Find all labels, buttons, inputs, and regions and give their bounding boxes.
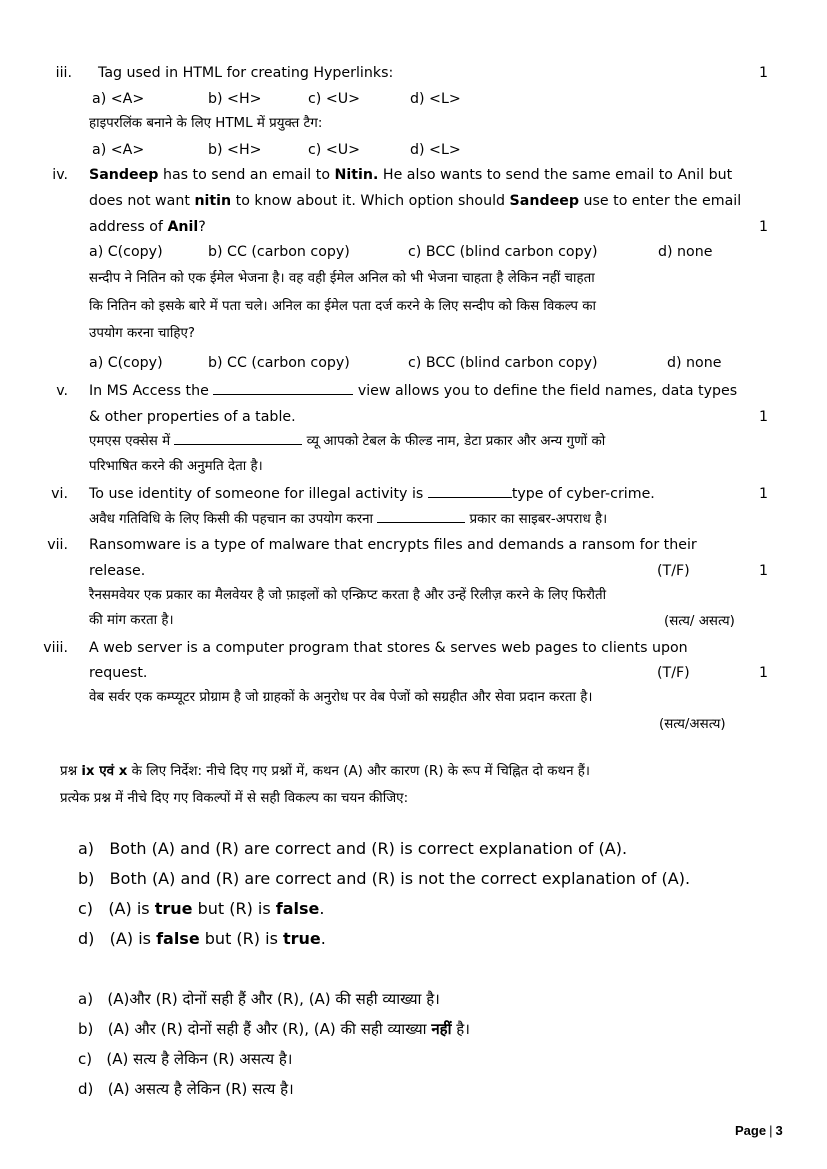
question-text-hindi-line-2: परिभाषित करने की अनुमति देता है।: [89, 459, 263, 474]
question-text-line-3: address of Anil?: [89, 219, 206, 235]
question-text-hindi-line-2: कि नितिन को इसके बारे में पता चले। अनिल का ईमेल पता दर्ज करने के लिए सन्दीप को किस विकल्प का: [89, 299, 596, 314]
ar-option-c: c) (A) is true but (R) is false.: [78, 899, 325, 918]
question-text-hindi-line-2: की मांग करता है।: [89, 613, 174, 628]
option-b: b) <H>: [208, 91, 262, 107]
option-a: a) C(copy): [89, 244, 163, 260]
question-text-line-1: Ransomware is a type of malware that encrypts files and demands a ransom for their: [89, 537, 697, 553]
option-b-hindi: b) <H>: [208, 142, 262, 158]
question-text: Tag used in HTML for creating Hyperlinks:: [98, 65, 394, 81]
question-marks: 1: [759, 65, 769, 81]
question-text-line-1: In MS Access the view allows you to define the field names, data types: [89, 383, 738, 399]
page-separator: |: [769, 1123, 773, 1138]
question-text-hindi: हाइपरलिंक बनाने के लिए HTML में प्रयुक्त टैग:: [89, 116, 323, 131]
question-text-line-2: request.: [89, 665, 148, 681]
directions-line-1: प्रश्न ix एवं x के लिए निर्देश: नीचे दिए गए प्रश्नों में, कथन (A) और कारण (R) के रूप में चिह्नित दो कथन हैं।: [60, 764, 590, 779]
question-text-hindi-line-1: सन्दीप ने नितिन को एक ईमेल भेजना है। वह वही ईमेल अनिल को भी भेजना चाहता है लेकिन नहीं चाहता: [89, 271, 595, 286]
question-text-line-1: To use identity of someone for illegal activity is type of cyber-crime.: [89, 486, 655, 502]
ar-option-c-hindi: c) (A) सत्य है लेकिन (R) असत्य है।: [78, 1050, 293, 1068]
option-c: c) <U>: [308, 91, 361, 107]
question-number: iv.: [52, 167, 68, 183]
option-a: a) <A>: [92, 91, 145, 107]
question-text-hindi-line-1: अवैध गतिविधि के लिए किसी की पहचान का उपयोग करना प्रकार का साइबर-अपराध है।: [89, 512, 608, 527]
question-number: iii.: [55, 65, 72, 81]
question-marks: 1: [759, 563, 769, 579]
answer-blank: [428, 485, 512, 498]
page-label: Page: [735, 1123, 767, 1138]
option-c-hindi: c) BCC (blind carbon copy): [408, 355, 598, 371]
true-false-label-hindi: (सत्य/असत्य): [659, 717, 726, 732]
question-text-hindi-line-1: एमएस एक्सेस में व्यू आपको टेबल के फील्ड नाम, डेटा प्रकार और अन्य गुणों को: [89, 434, 606, 449]
option-a-hindi: a) <A>: [92, 142, 145, 158]
ar-option-d: d) (A) is false but (R) is true.: [78, 929, 326, 948]
answer-blank: [377, 510, 465, 523]
ar-option-b-hindi: b) (A) और (R) दोनों सही हैं और (R), (A) की सही व्याख्या नहीं है।: [78, 1020, 470, 1038]
question-text-line-1: Sandeep has to send an email to Nitin. He also wants to send the same email to Anil but: [89, 167, 733, 183]
option-a-hindi: a) C(copy): [89, 355, 163, 371]
true-false-label: (T/F): [657, 665, 690, 681]
question-number: viii.: [43, 640, 68, 656]
option-b-hindi: b) CC (carbon copy): [208, 355, 350, 371]
question-marks: 1: [759, 409, 769, 425]
question-marks: 1: [759, 219, 769, 235]
page-footer: [735, 1123, 783, 1138]
question-text-hindi-line-3: उपयोग करना चाहिए?: [89, 326, 195, 341]
question-text-line-1: A web server is a computer program that stores & serves web pages to clients upon: [89, 640, 688, 656]
ar-option-b: b) Both (A) and (R) are correct and (R) is not the correct explanation of (A).: [78, 869, 691, 888]
option-d-hindi: d) none: [667, 355, 722, 371]
question-text-hindi-line-1: रैनसमवेयर एक प्रकार का मैलवेयर है जो फ़ाइलों को एन्क्रिप्ट करता है और उन्हें रिलीज़ करने के लिए फिरौती: [89, 588, 607, 603]
ar-option-a: a) Both (A) and (R) are correct and (R) is correct explanation of (A).: [78, 839, 628, 858]
question-text-hindi-line-1: वेब सर्वर एक कम्प्यूटर प्रोग्राम है जो ग्राहकों के अनुरोध पर वेब पेजों को सग्रहीत और सेवा प्रदान करता है।: [89, 690, 593, 705]
option-d: d) none: [658, 244, 713, 260]
option-c: c) BCC (blind carbon copy): [408, 244, 598, 260]
question-marks: 1: [759, 486, 769, 502]
option-c-hindi: c) <U>: [308, 142, 361, 158]
true-false-label: (T/F): [657, 563, 690, 579]
question-number: vii.: [47, 537, 68, 553]
question-number: v.: [56, 383, 68, 399]
option-b: b) CC (carbon copy): [208, 244, 350, 260]
page-number: 3: [775, 1123, 783, 1138]
true-false-label-hindi: (सत्य/ असत्य): [664, 614, 735, 629]
question-marks: 1: [759, 665, 769, 681]
question-text-line-2: does not want nitin to know about it. Which option should Sandeep use to enter the email: [89, 193, 742, 209]
ar-option-a-hindi: a) (A)और (R) दोनों सही हैं और (R), (A) की सही व्याख्या है।: [78, 990, 440, 1008]
option-d-hindi: d) <L>: [410, 142, 461, 158]
option-d: d) <L>: [410, 91, 461, 107]
answer-blank: [174, 432, 302, 445]
question-text-line-2: & other properties of a table.: [89, 409, 296, 425]
ar-option-d-hindi: d) (A) असत्य है लेकिन (R) सत्य है।: [78, 1080, 294, 1098]
question-text-line-2: release.: [89, 563, 146, 579]
directions-line-2: प्रत्येक प्रश्न में नीचे दिए गए विकल्पों में से सही विकल्प का चयन कीजिए:: [60, 791, 409, 806]
answer-blank: [213, 382, 353, 395]
question-number: vi.: [51, 486, 68, 502]
